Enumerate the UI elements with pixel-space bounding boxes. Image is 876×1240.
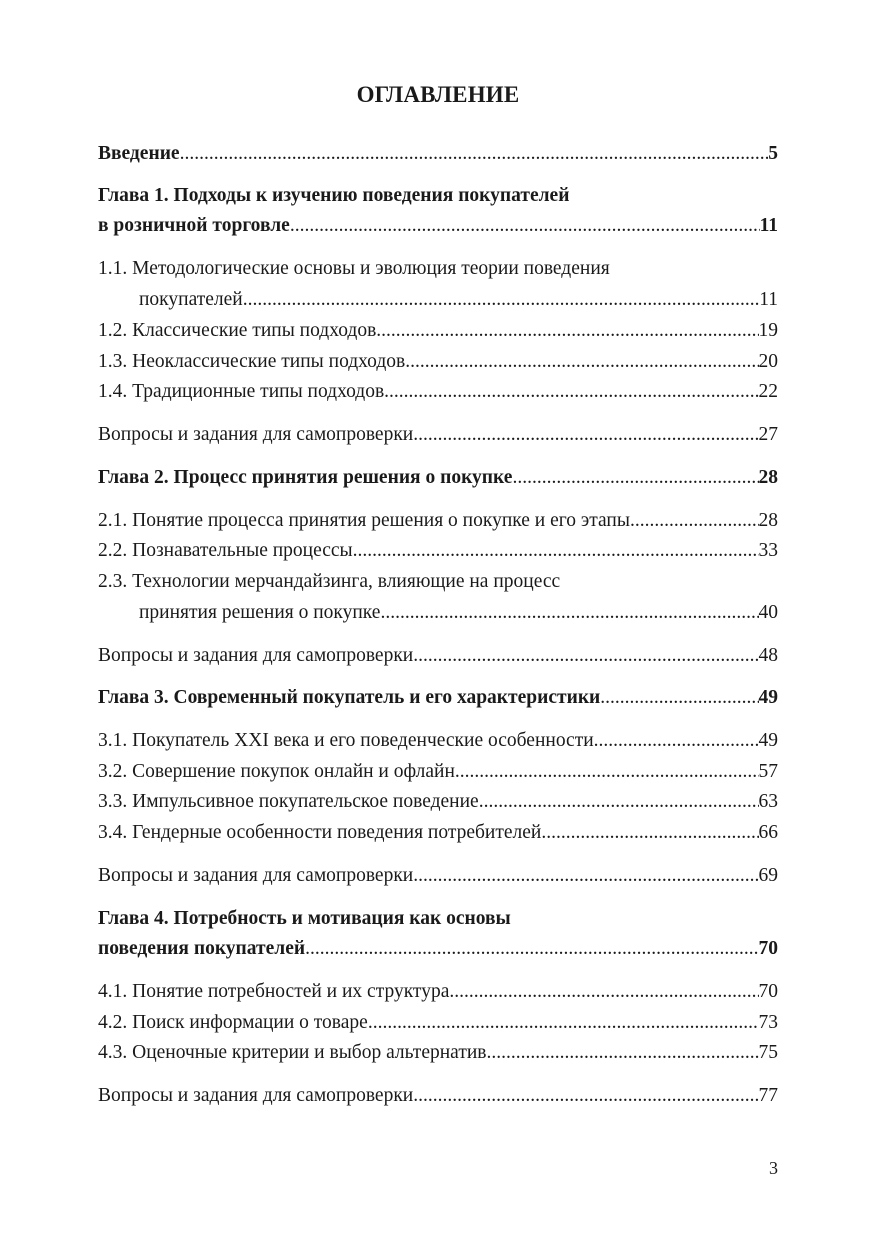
toc-entry-text: 4.2. Поиск информации о товаре — [98, 1012, 368, 1033]
toc-chapter-2[interactable] — [98, 466, 778, 490]
toc-page-number: 28 — [758, 467, 778, 488]
toc-entry-text: 2.2. Познавательные процессы — [98, 540, 353, 561]
toc-leader-dots — [305, 937, 758, 961]
toc-leader-dots — [541, 821, 758, 845]
toc-leader-dots — [594, 729, 759, 753]
toc-entry-text: Вопросы и задания для самопроверки — [98, 645, 414, 666]
toc-section-2-3-line-1[interactable] — [98, 570, 778, 594]
toc-section-4-1[interactable] — [98, 980, 778, 1004]
toc-page-number: 5 — [768, 143, 778, 164]
toc-leader-dots — [243, 288, 760, 312]
toc-review-questions-1[interactable] — [98, 423, 778, 447]
toc-page-number: 73 — [758, 1012, 778, 1033]
toc-entry-text: принятия решения о покупке — [139, 602, 381, 623]
toc-page-number: 75 — [758, 1042, 778, 1063]
toc-section-3-4[interactable] — [98, 821, 778, 845]
toc-review-questions-3[interactable] — [98, 864, 778, 888]
toc-page-number: 70 — [758, 981, 778, 1002]
toc-entry-text: Вопросы и задания для самопроверки — [98, 865, 414, 886]
toc-leader-dots — [479, 790, 759, 814]
toc-entry-text: в розничной торговле — [98, 215, 290, 236]
toc-section-1-1-line-2[interactable] — [139, 288, 778, 312]
toc-entry-text: Введение — [98, 143, 180, 164]
toc-leader-dots — [413, 644, 758, 668]
toc-leader-dots — [368, 1011, 759, 1035]
toc-section-2-3-line-2[interactable] — [139, 601, 778, 625]
toc-entry-text: 1.2. Классические типы подходов — [98, 320, 377, 341]
toc-leader-dots — [384, 380, 758, 404]
toc-section-4-2[interactable] — [98, 1011, 778, 1035]
toc-section-3-1[interactable] — [98, 729, 778, 753]
toc-section-2-1[interactable] — [98, 509, 778, 533]
toc-chapter-4-title-line-2[interactable] — [98, 937, 778, 961]
toc-page-number: 66 — [758, 822, 778, 843]
toc-section-4-3[interactable] — [98, 1041, 778, 1065]
toc-entry-text: Глава 4. Потребность и мотивация как основы — [98, 908, 511, 929]
toc-page-number: 57 — [758, 761, 778, 782]
toc-entry-text: 2.1. Понятие процесса принятия решения о покупке и его этапы — [98, 510, 630, 531]
toc-entry-text: Глава 3. Современный покупатель и его характеристики — [98, 687, 601, 708]
toc-leader-dots — [413, 423, 758, 447]
toc-leader-dots — [380, 601, 758, 625]
toc-chapter-4-title-line-1[interactable] — [98, 907, 778, 931]
toc-leader-dots — [487, 1041, 759, 1065]
toc-leader-dots — [413, 864, 758, 888]
toc-entry-text: 4.1. Понятие потребностей и их структура — [98, 981, 450, 1002]
toc-section-2-2[interactable] — [98, 539, 778, 563]
page-number: 3 — [769, 1158, 778, 1178]
toc-entry-text: Глава 1. Подходы к изучению поведения покупателей — [98, 185, 570, 206]
toc-page-number: 49 — [758, 687, 778, 708]
toc-entry-text: 1.1. Методологические основы и эволюция теории поведения — [98, 258, 610, 279]
toc-leader-dots — [290, 214, 760, 238]
toc-leader-dots — [600, 686, 758, 710]
toc-section-3-3[interactable] — [98, 790, 778, 814]
toc-entry-text: Вопросы и задания для самопроверки — [98, 1085, 414, 1106]
toc-page-number: 49 — [758, 730, 778, 751]
toc-leader-dots — [413, 1084, 758, 1108]
toc-page-number: 69 — [758, 865, 778, 886]
toc-review-questions-2[interactable] — [98, 644, 778, 668]
toc-leader-dots — [180, 142, 769, 166]
toc-page-number: 19 — [758, 320, 778, 341]
toc-chapter-1-title-line-2[interactable] — [98, 214, 778, 238]
toc-page-number: 11 — [759, 215, 778, 236]
toc-page-number: 63 — [758, 791, 778, 812]
toc-page-number: 70 — [758, 938, 778, 959]
toc-entry-text: 3.3. Импульсивное покупательское поведение — [98, 791, 479, 812]
toc-leader-dots — [353, 539, 759, 563]
toc-section-3-2[interactable] — [98, 760, 778, 784]
toc-entry-text: 1.3. Неоклассические типы подходов — [98, 351, 406, 372]
toc-section-1-3[interactable] — [98, 350, 778, 374]
toc-entry-text: покупателей — [139, 289, 243, 310]
toc-page-number: 27 — [758, 424, 778, 445]
toc-entry-introduction[interactable] — [98, 142, 778, 166]
toc-page-number: 33 — [758, 540, 778, 561]
toc-entry-text: 3.1. Покупатель XXI века и его поведенческие особенности — [98, 730, 594, 751]
toc-page-number: 11 — [759, 289, 778, 310]
toc-entry-text: 3.2. Совершение покупок онлайн и офлайн — [98, 761, 455, 782]
toc-leader-dots — [405, 350, 758, 374]
toc-page-number: 77 — [758, 1085, 778, 1106]
toc-section-1-4[interactable] — [98, 380, 778, 404]
toc-chapter-3[interactable] — [98, 686, 778, 710]
toc-entry-text: поведения покупателей — [98, 938, 306, 959]
toc-leader-dots — [376, 319, 758, 343]
toc-entry-text: 2.3. Технологии мерчандайзинга, влияющие на процесс — [98, 571, 561, 592]
toc-entry-text: 4.3. Оценочные критерии и выбор альтернатив — [98, 1042, 487, 1063]
toc-entry-text: Глава 2. Процесс принятия решения о покупке — [98, 467, 513, 488]
toc-page-number: 28 — [758, 510, 778, 531]
toc-entry-text: 1.4. Традиционные типы подходов — [98, 381, 385, 402]
toc-review-questions-4[interactable] — [98, 1084, 778, 1108]
toc-leader-dots — [449, 980, 758, 1004]
toc-section-1-2[interactable] — [98, 319, 778, 343]
toc-page-number: 40 — [758, 602, 778, 623]
toc-entry-text: Вопросы и задания для самопроверки — [98, 424, 414, 445]
toc-chapter-1-title-line-1[interactable] — [98, 184, 778, 208]
toc-section-1-1-line-1[interactable] — [98, 257, 778, 281]
toc-leader-dots — [512, 466, 758, 490]
toc-page-number: 48 — [758, 645, 778, 666]
toc-leader-dots — [455, 760, 759, 784]
toc-page-number: 22 — [758, 381, 778, 402]
toc-leader-dots — [630, 509, 759, 533]
toc-entry-text: 3.4. Гендерные особенности поведения потребителей — [98, 822, 542, 843]
toc-title: ОГЛАВЛЕНИЕ — [356, 82, 520, 107]
toc-page-number: 20 — [758, 351, 778, 372]
